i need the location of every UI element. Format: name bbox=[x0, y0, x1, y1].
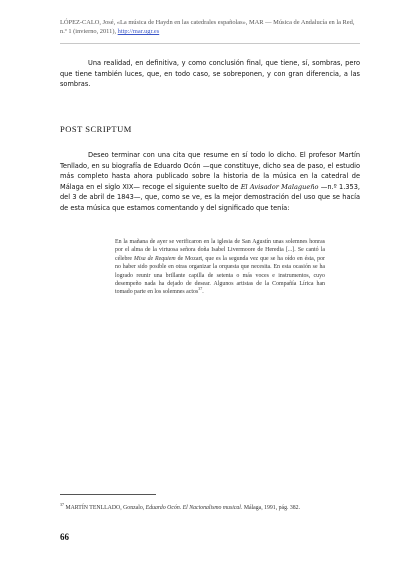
header-divider bbox=[60, 43, 360, 44]
block-quote bbox=[115, 238, 325, 297]
footnote-rest: . Málaga, 1991, pág. 382. bbox=[240, 505, 301, 511]
paragraph-text-part2: —n.º 1.353, del 3 de abril de 1843—, que, como se ve, es la mejor demostración del uso que se hacía de esta música que estamos comentando y del significado que tenía: bbox=[60, 182, 360, 212]
footnote-number: 37 bbox=[60, 502, 64, 508]
paragraph-conclusion: Una realidad, en definitiva, y como conclusión final, que tiene, sí, sombras, pero que tiene también luces, que, en todo caso, se sobreponen, y con gran diferencia, a las sombras. bbox=[60, 59, 360, 88]
running-header bbox=[60, 18, 360, 36]
footnote bbox=[60, 504, 360, 512]
header-link[interactable]: http://mar.ugr.es bbox=[117, 28, 160, 35]
paragraph-text-part1: Deseo terminar con una cita que resume en sí todo lo dicho. El profesor Martín Tenllado, en su biografía de Eduardo Ocón —que constituye, dicho sea de paso, el estudio más completo hasta ahora publicado sobre la historia de la música en la catedral de Málaga en el siglo XIX— recoge el siguiente suelto de bbox=[60, 151, 360, 191]
header-citation: LÓPEZ-CALO, José, «La música de Haydn en las catedrales españolas», MAR — Música de Andalucía en la Red, n.º 1 (invierno, 2011), bbox=[60, 19, 355, 35]
footnote-book-title: Eduardo Ocón. El Nacionalismo musical bbox=[145, 505, 241, 511]
footnote-reference[interactable]: 37 bbox=[198, 286, 203, 292]
quote-text-part1: En la mañana de ayer se verificaron en la iglesia de San Agustín unas solemnes honras por el alma de la virtuosa señora doña Isabel Livermoore de Heredia [...]. Se cantó la célebre bbox=[115, 239, 325, 262]
footnote-author: MARTÍN TENLLADO, Gonzalo, bbox=[64, 505, 146, 511]
section-title: POST SCRIPTUM bbox=[60, 124, 132, 134]
quote-text-part2: de Mozart, que es la segunda vez que se ha oído en ésta, por no haber sido posible en otras organizar la orquesta que necesita. En esta ocasión se ha logrado reunir una brillante capilla de setenta o más voces e instrumentos, cuyo desempeño nada ha dejado de desear. Algunos artistas de la Compañía Lírica han tomado parte en los solemnes actos bbox=[115, 255, 325, 296]
footnote-divider bbox=[60, 494, 156, 495]
page-number: 66 bbox=[60, 532, 69, 542]
quote-work-title: Misa de Requiem bbox=[133, 255, 176, 262]
paragraph-post-scriptum bbox=[60, 150, 360, 213]
quote-text-part3: . bbox=[202, 289, 204, 296]
newspaper-title: El Avisador Malagueño bbox=[240, 182, 319, 191]
